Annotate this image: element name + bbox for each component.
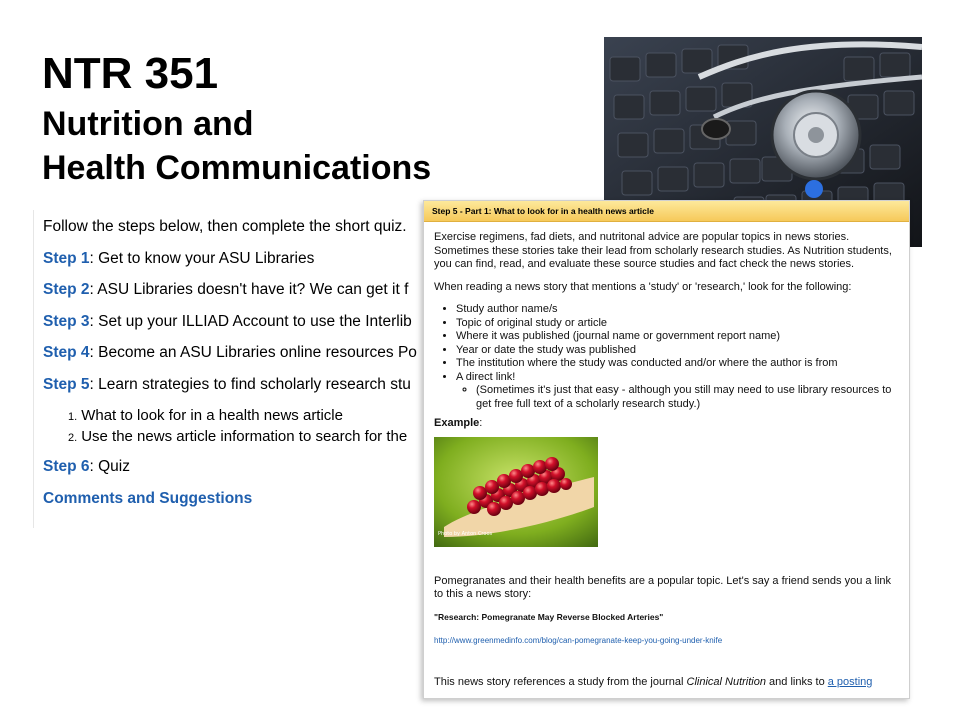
pomegranate-text: Pomegranates and their health benefits are a popular topic. Let's say a friend sends you a link to this a news story: — [434, 574, 892, 600]
substep-1[interactable] — [68, 407, 343, 424]
step-6-item — [43, 458, 130, 476]
journal-name: Clinical Nutrition — [686, 675, 766, 688]
step-2-item — [43, 281, 408, 299]
posting-link[interactable]: a posting — [827, 675, 873, 688]
article-lookfor: When reading a news story that mentions a 'study' or 'research,' look for the following: — [434, 280, 852, 293]
list-item: • Year or date the study was published — [456, 344, 900, 358]
substep-2[interactable] — [68, 428, 407, 445]
steps-page — [33, 210, 434, 528]
news-url-text[interactable]: http://www.greenmedinfo.com/blog/can-pomegranate-keep-you-going-under-knife — [434, 636, 723, 645]
news-story-title: "Research: Pomegranate May Reverse Blocked Arteries" — [434, 611, 664, 622]
step-5-item — [43, 376, 411, 394]
article-page — [423, 200, 910, 699]
step-4-link[interactable]: Step 4 — [43, 344, 90, 361]
list-item-text: A direct link! — [456, 370, 516, 383]
step-1-text: : Get to know your ASU Libraries — [89, 250, 315, 267]
substep-1-text: What to look for in a health news article — [81, 407, 343, 424]
lookfor-list — [434, 303, 900, 411]
example-label: Example — [434, 417, 480, 429]
step-2-text: : ASU Libraries doesn't have it? We can get it f — [89, 281, 409, 298]
substep-2-number: 2. — [68, 432, 78, 444]
article-body — [434, 231, 900, 698]
slide-title-block — [42, 50, 602, 190]
article-header: Step 5 - Part 1: What to look for in a health news article — [424, 201, 909, 222]
step-4-text: : Become an ASU Libraries online resources Po — [89, 344, 417, 361]
photo-credit: Photo by Anton Croos — [438, 530, 493, 537]
course-name-line1: Nutrition and — [42, 105, 254, 143]
news-story-link[interactable] — [434, 634, 900, 648]
steps-intro: Follow the steps below, then complete the short quiz. — [43, 218, 407, 235]
course-code: NTR 351 — [42, 49, 219, 98]
bottom-text — [434, 676, 900, 690]
list-item: • Topic of original study or article — [456, 317, 900, 331]
list-item — [456, 371, 900, 412]
sub-list-item: ◦ (Sometimes it's just that easy - although you still may need to use library resources to get free full text of a scholarly research study.) — [476, 384, 900, 411]
example-heading — [434, 417, 900, 431]
bottom-text-a: This news story references a study from the journal — [434, 675, 687, 688]
course-name-line2: Health Communications — [42, 149, 432, 187]
step-4-item — [43, 344, 417, 362]
step-5-link[interactable]: Step 5 — [43, 376, 90, 393]
step-3-item — [43, 313, 412, 331]
bottom-text-b: and links to — [765, 675, 828, 688]
step-2-link[interactable]: Step 2 — [43, 281, 90, 298]
step-3-text: : Set up your ILLIAD Account to use the Interlib — [89, 313, 412, 330]
step-1-item — [43, 250, 314, 268]
article-intro: Exercise regimens, fad diets, and nutritonal advice are popular topics in news stories. Sometimes these stories take their lead from scholarly research studies. As Nutrition students, you can find, read, and evaluate these source studies and fact check the news stories. — [434, 231, 892, 270]
step-6-text: : Quiz — [89, 458, 130, 475]
example-colon: : — [479, 417, 483, 429]
step-3-link[interactable]: Step 3 — [43, 313, 90, 330]
step-1-link[interactable]: Step 1 — [43, 250, 90, 267]
step-6-link[interactable]: Step 6 — [43, 458, 90, 475]
pomegranate-photo — [434, 437, 598, 547]
list-item: • The institution where the study was conducted and/or where the author is from — [456, 357, 900, 371]
comments-suggestions-link[interactable]: Comments and Suggestions — [43, 490, 253, 507]
step-5-text: : Learn strategies to find scholarly research stu — [89, 376, 411, 393]
list-item: • Study author name/s — [456, 303, 900, 317]
substep-2-text: Use the news article information to search for the — [81, 428, 408, 445]
substep-1-number: 1. — [68, 411, 78, 423]
sub-list — [456, 384, 900, 411]
list-item: • Where it was published (journal name or government report name) — [456, 330, 900, 344]
